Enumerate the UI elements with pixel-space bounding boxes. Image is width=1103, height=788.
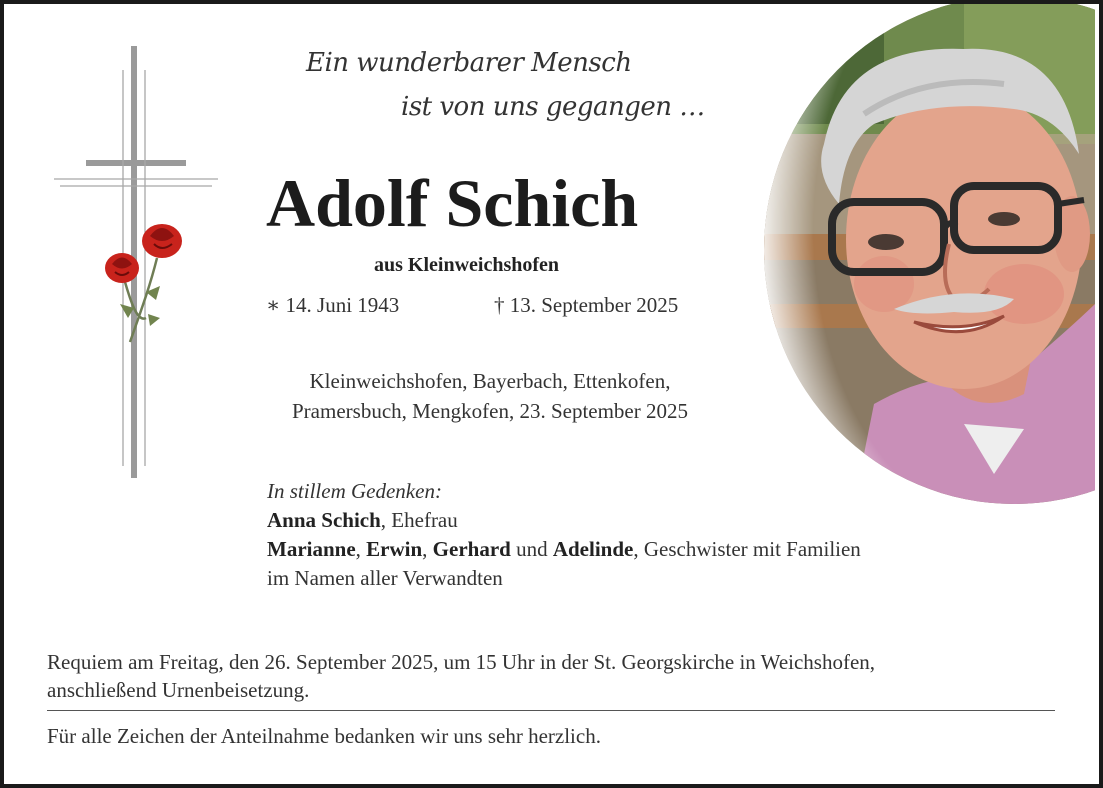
death-date: † 13. September 2025 (494, 293, 679, 317)
places-line-2: Pramersbuch, Mengkofen, 23. September 2025 (292, 399, 688, 423)
mourners-heading: In stillem Gedenken: (267, 479, 442, 503)
mourner-name: Anna Schich (267, 508, 381, 532)
sibling-name-2: Erwin (366, 537, 423, 561)
mourners-row-1 (267, 506, 1027, 535)
birth-date: ∗ 14. Juni 1943 (266, 293, 400, 317)
sibling-name-3: Gerhard (432, 537, 511, 561)
requiem-line-1: Requiem am Freitag, den 26. September 2025, um 15 Uhr in der St. Georgskirche in Weichshofen, (47, 650, 876, 674)
divider (47, 710, 1055, 711)
deceased-name: Adolf Schich (266, 165, 639, 241)
places-line-1: Kleinweichshofen, Bayerbach, Ettenkofen, (309, 369, 671, 393)
mourners-row-3: im Namen aller Verwandten (267, 566, 503, 590)
thanks-text: Für alle Zeichen der Anteilnahme bedanken wir uns sehr herzlich. (47, 724, 601, 748)
requiem-line-2: anschließend Urnenbeisetzung. (47, 678, 310, 702)
deceased-origin: aus Kleinweichshofen (374, 254, 560, 276)
mourners-block (267, 477, 1027, 593)
mourner-relation: , Ehefrau (380, 508, 458, 532)
sibling-relation: , Geschwister mit Familien (633, 537, 861, 561)
sibling-name-4: Adelinde (552, 537, 634, 561)
motto-line-1: Ein wunderbarer Mensch (306, 48, 632, 78)
separator: , (355, 537, 367, 561)
sibling-name-1: Marianne (267, 537, 356, 561)
motto-line-2: ist von uns gegangen … (401, 92, 705, 122)
places-block (240, 366, 740, 426)
separator: , (422, 537, 433, 561)
mourners-row-2 (267, 535, 1027, 564)
roses-icon (105, 224, 182, 342)
cross-icon (50, 46, 222, 482)
requiem-block (47, 648, 1067, 704)
portrait-photo (764, 4, 1095, 504)
conjunction: und (510, 537, 553, 561)
